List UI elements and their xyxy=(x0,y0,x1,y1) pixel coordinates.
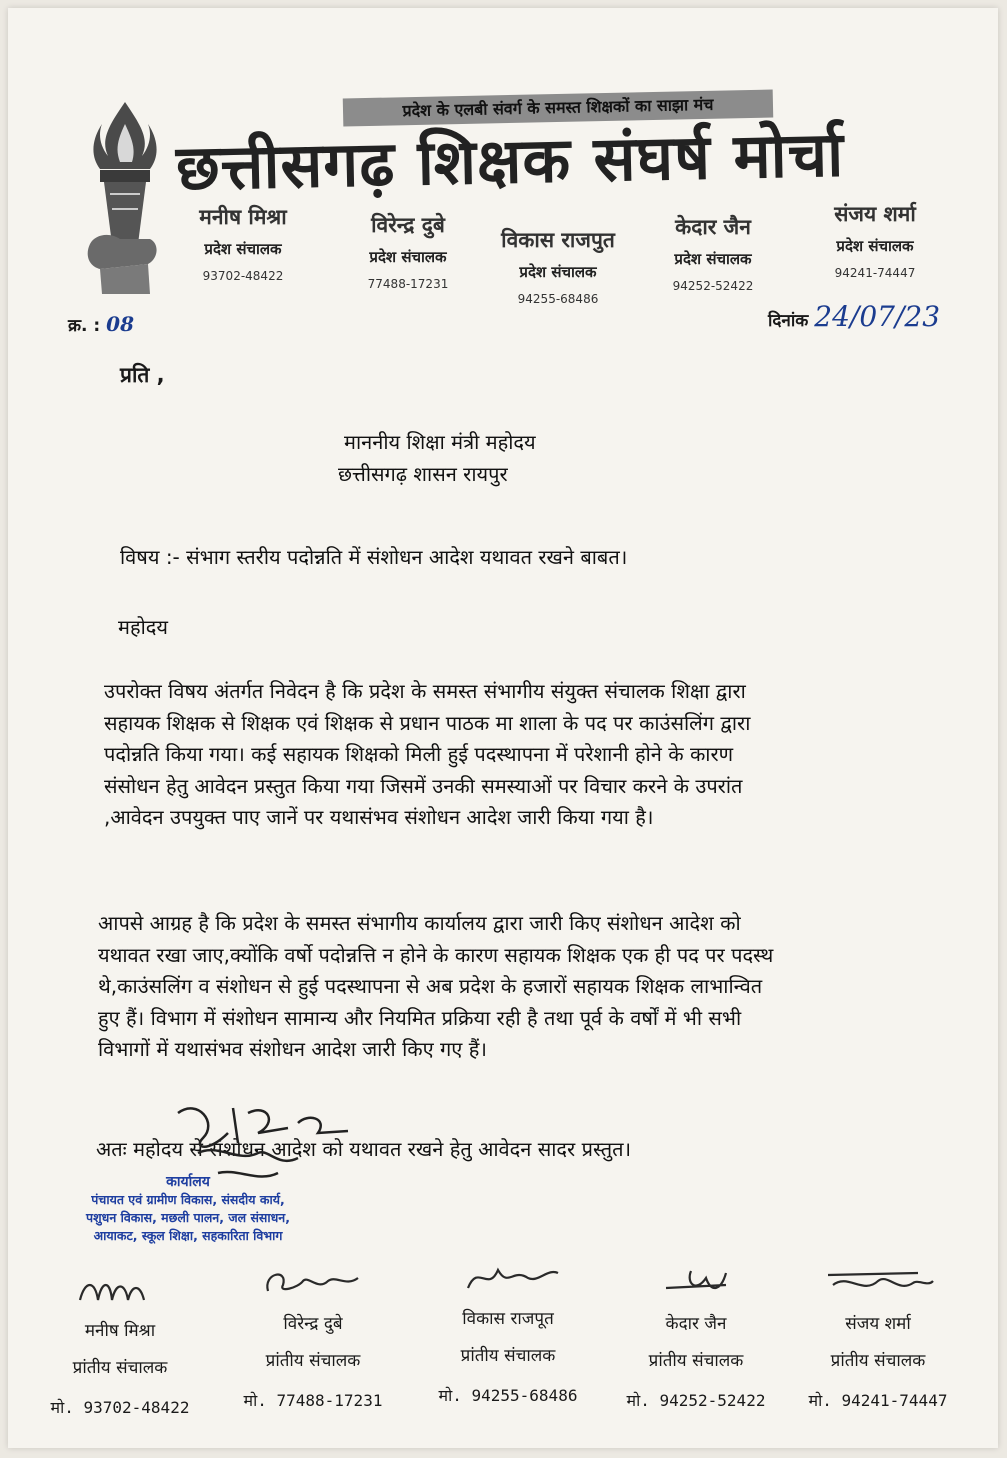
signatory-phone: मो. 77488-17231 xyxy=(243,1391,383,1410)
signatory-role: प्रांतीय संचालक xyxy=(72,1358,168,1378)
officer-name: विरेन्द्र दुबे xyxy=(371,213,445,237)
officer-phone: 93702-48422 xyxy=(202,269,284,283)
paragraph-line: विभागों में यथासंभव संशोधन आदेश जारी किए गए हैं। xyxy=(98,1037,487,1061)
subject-line: विषय :- संभाग स्तरीय पदोन्नति में संशोधन आदेश यथावत रखने बाबत। xyxy=(120,545,628,569)
reference-value: 08 xyxy=(106,312,134,336)
reference-label: क्र. : xyxy=(68,316,101,336)
closing-line: अतः महोदय से संशोधन आदेश को यथावत रखने हेतु आवेदन सादर प्रस्तुत। xyxy=(96,1137,632,1161)
signature-mark xyxy=(70,1270,170,1310)
officer-role: प्रदेश संचालक xyxy=(674,250,752,268)
letterhead-tagline: प्रदेश के एलबी संवर्ग के समस्त शिक्षकों का साझा मंच xyxy=(343,90,773,127)
paragraph-line: हुए हैं। विभाग में संशोधन सामान्य और नियमित प्रक्रिया रही है तथा पूर्व के वर्षों में भी सभी xyxy=(98,1005,742,1030)
signatory-block xyxy=(788,1263,968,1411)
signature-mark xyxy=(453,1258,563,1298)
officer-phone: 94241-74447 xyxy=(834,266,916,280)
officer-role: प्रदेश संचालक xyxy=(519,263,597,281)
paragraph-line: सहायक शिक्षक से शिक्षक एवं शिक्षक से प्रधान पाठक मा शाला के पद पर काउंसलिंग द्वारा xyxy=(104,710,751,735)
officer-phone: 94252-52422 xyxy=(672,279,754,293)
reference-number xyxy=(68,312,134,336)
officer-name: संजय शर्मा xyxy=(834,202,916,226)
officer-role: प्रदेश संचालक xyxy=(836,237,914,255)
paragraph-2 xyxy=(98,908,773,1066)
recipient-line-2: छत्तीसगढ़ शासन रायपुर xyxy=(338,462,508,486)
signatory-role: प्रांतीय संचालक xyxy=(460,1346,556,1366)
signatory-role: प्रांतीय संचालक xyxy=(648,1351,744,1371)
signatory-block xyxy=(418,1258,598,1406)
paragraph-line: यथावत रखा जाए,क्योंकि वर्षो पदोन्नत्ति न होने के कारण सहायक शिक्षक एक ही पद पर पदस्थ xyxy=(98,942,774,967)
signature-mark xyxy=(258,1263,368,1303)
officer-name: मनीष मिश्रा xyxy=(199,205,287,229)
signatory-role: प्रांतीय संचालक xyxy=(830,1351,926,1371)
paragraph-line: आपसे आग्रह है कि प्रदेश के समस्त संभागीय कार्यालय द्वारा जारी किए संशोधन आदेश को xyxy=(98,911,741,935)
paragraph-1 xyxy=(104,676,750,834)
signatory-phone: मो. 94255-68486 xyxy=(438,1386,578,1405)
officer-name: विकास राजपुत xyxy=(501,228,615,252)
signatory-block xyxy=(606,1263,786,1411)
stamp-line: पशुधन विकास, मछली पालन, जल संसाधन, xyxy=(86,1210,290,1225)
office-stamp xyxy=(28,1173,348,1245)
officer-phone: 77488-17231 xyxy=(367,277,449,291)
signatory-block xyxy=(223,1263,403,1411)
letterhead-officer xyxy=(323,211,493,291)
officer-role: प्रदेश संचालक xyxy=(204,240,282,258)
salutation: महोदय xyxy=(118,615,168,639)
date-label: दिनांक xyxy=(768,311,809,331)
to-label: प्रति , xyxy=(120,363,165,387)
signatory-phone: मो. 94252-52422 xyxy=(626,1391,766,1410)
officer-phone: 94255-68486 xyxy=(517,292,599,306)
stamp-line: पंचायत एवं ग्रामीण विकास, संसदीय कार्य, xyxy=(91,1192,285,1207)
signatory-phone: मो. 93702-48422 xyxy=(50,1398,190,1417)
letter-date xyxy=(768,300,940,333)
letterhead-officer xyxy=(628,213,798,293)
paragraph-line: ,आवेदन उपयुक्त पाए जानें पर यथासंभव संशोधन आदेश जारी किया गया है। xyxy=(104,805,654,829)
paragraph-line: पदोन्नति किया गया। कई सहायक शिक्षको मिली हुई पदस्थापना में परेशानी होने के कारण xyxy=(104,742,734,766)
signature-mark xyxy=(818,1263,938,1303)
paragraph-line: उपरोक्त विषय अंतर्गत निवेदन है कि प्रदेश के समस्त संभागीय संयुक्त संचालक शिक्षा द्वारा xyxy=(104,679,746,703)
signatory-name: विकास राजपूत xyxy=(462,1309,554,1329)
recipient-line-1: माननीय शिक्षा मंत्री महोदय xyxy=(344,430,536,454)
paragraph-line: संसोधन हेतु आवेदन प्रस्तुत किया गया जिसमें उनकी समस्याओं पर विचार करने के उपरांत xyxy=(104,773,743,798)
letterhead-officer xyxy=(158,203,328,283)
signatory-name: विरेन्द्र दुबे xyxy=(283,1314,343,1334)
date-value: 24/07/23 xyxy=(814,300,941,333)
signatory-role: प्रांतीय संचालक xyxy=(265,1351,361,1371)
signatory-name: मनीष मिश्रा xyxy=(84,1321,156,1341)
officer-role: प्रदेश संचालक xyxy=(369,248,447,266)
paragraph-line: थे,काउंसलिंग व संशोधन से हुई पदस्थापना से अब प्रदेश के हजारों सहायक शिक्षक लाभान्वित xyxy=(98,974,763,998)
organization-name: छत्तीसगढ़ शिक्षक संघर्ष मोर्चा xyxy=(175,117,845,205)
signatory-name: केदार जैन xyxy=(665,1314,727,1334)
signatory-name: संजय शर्मा xyxy=(845,1314,911,1334)
letterhead-officer xyxy=(473,226,643,306)
signatory-block xyxy=(30,1270,210,1418)
stamp-line: आयाकट, स्कूल शिक्षा, सहकारिता विभाग xyxy=(93,1228,283,1243)
officer-name: केदार जैन xyxy=(675,215,751,239)
stamp-heading: कार्यालय xyxy=(166,1174,210,1190)
signatory-phone: मो. 94241-74447 xyxy=(808,1391,948,1410)
letter-page xyxy=(8,8,998,1448)
letterhead-officer xyxy=(790,200,960,280)
signature-mark xyxy=(646,1263,746,1303)
